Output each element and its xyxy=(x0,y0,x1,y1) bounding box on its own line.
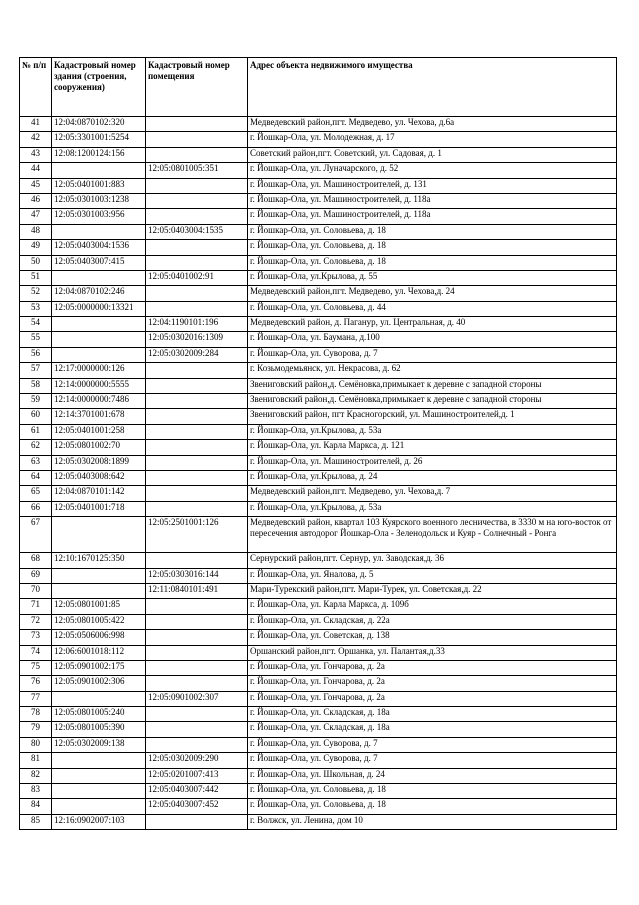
premises-cadastral-cell xyxy=(146,599,248,614)
building-cadastral-cell: 12:08:1200124:156 xyxy=(52,147,146,162)
building-cadastral-cell xyxy=(52,691,146,706)
building-cadastral-cell: 12:05:0801005:240 xyxy=(52,707,146,722)
building-cadastral-cell xyxy=(52,583,146,598)
premises-cadastral-cell: 12:05:0403007:452 xyxy=(146,799,248,814)
premises-cadastral-cell: 12:04:1190101:196 xyxy=(146,317,248,332)
row-number-cell: 42 xyxy=(20,132,52,147)
table-row xyxy=(20,193,617,208)
address-cell: г. Козьмодемьянск, ул. Некрасова, д. 62 xyxy=(248,363,617,378)
premises-cadastral-cell xyxy=(146,737,248,752)
premises-cadastral-cell xyxy=(146,660,248,675)
premises-cadastral-cell xyxy=(146,301,248,316)
building-cadastral-cell: 12:05:0401001:258 xyxy=(52,424,146,439)
row-number-cell: 78 xyxy=(20,707,52,722)
building-cadastral-cell: 12:05:0302008:1899 xyxy=(52,455,146,470)
row-number-cell: 60 xyxy=(20,409,52,424)
table-body xyxy=(20,117,617,830)
table-row xyxy=(20,455,617,470)
building-cadastral-cell: 12:16:0902007:103 xyxy=(52,814,146,829)
premises-cadastral-cell xyxy=(146,455,248,470)
row-number-cell: 63 xyxy=(20,455,52,470)
header-premises-cadastral: Кадастровый номер помещения xyxy=(146,58,248,117)
premises-cadastral-cell xyxy=(146,676,248,691)
table-row xyxy=(20,270,617,285)
address-cell: Звениговский район,д. Семёновка,примыкает к деревне с западной стороны xyxy=(248,378,617,393)
table-row xyxy=(20,286,617,301)
address-cell: г. Йошкар-Ола, ул. Яналова, д. 5 xyxy=(248,568,617,583)
table-row xyxy=(20,394,617,409)
address-cell: г. Йошкар-Ола, ул. Гончарова, д. 2а xyxy=(248,676,617,691)
building-cadastral-cell: 12:05:0302009:138 xyxy=(52,737,146,752)
row-number-cell: 56 xyxy=(20,347,52,362)
row-number-cell: 64 xyxy=(20,470,52,485)
table-row xyxy=(20,599,617,614)
address-cell: г. Йошкар-Ола, ул.Крылова, д. 53а xyxy=(248,501,617,516)
premises-cadastral-cell xyxy=(146,614,248,629)
address-cell: г. Йошкар-Ола, ул. Советская, д. 138 xyxy=(248,630,617,645)
premises-cadastral-cell xyxy=(146,553,248,568)
address-cell: г. Йошкар-Ола, ул. Молодежная, д. 17 xyxy=(248,132,617,147)
row-number-cell: 70 xyxy=(20,583,52,598)
table-row xyxy=(20,814,617,829)
row-number-cell: 46 xyxy=(20,193,52,208)
table-row xyxy=(20,784,617,799)
address-cell: г. Йошкар-Ола, ул. Суворова, д. 7 xyxy=(248,347,617,362)
premises-cadastral-cell xyxy=(146,645,248,660)
row-number-cell: 76 xyxy=(20,676,52,691)
table-row xyxy=(20,768,617,783)
address-cell: Медведевский район,пгт. Медведево, ул. Чехова,д. 7 xyxy=(248,486,617,501)
premises-cadastral-cell xyxy=(146,501,248,516)
table-row xyxy=(20,424,617,439)
building-cadastral-cell: 12:14:0000000:7486 xyxy=(52,394,146,409)
row-number-cell: 59 xyxy=(20,394,52,409)
building-cadastral-cell xyxy=(52,270,146,285)
row-number-cell: 68 xyxy=(20,553,52,568)
building-cadastral-cell: 12:05:0401001:718 xyxy=(52,501,146,516)
table-row xyxy=(20,737,617,752)
address-cell: г. Йошкар-Ола, ул. Складская, д. 18а xyxy=(248,722,617,737)
building-cadastral-cell xyxy=(52,768,146,783)
premises-cadastral-cell xyxy=(146,630,248,645)
header-address: Адрес объекта недвижимого имущества xyxy=(248,58,617,117)
table-row xyxy=(20,691,617,706)
premises-cadastral-cell xyxy=(146,209,248,224)
table-row xyxy=(20,347,617,362)
row-number-cell: 85 xyxy=(20,814,52,829)
row-number-cell: 45 xyxy=(20,178,52,193)
row-number-cell: 52 xyxy=(20,286,52,301)
row-number-cell: 84 xyxy=(20,799,52,814)
address-cell: Звениговский район, пгт Красногорский, ул. Машиностроителей,д. 1 xyxy=(248,409,617,424)
table-row xyxy=(20,517,617,553)
address-cell: Медведевский район,пгт. Медведево, ул. Чехова, д.6а xyxy=(248,117,617,132)
building-cadastral-cell: 12:05:0801005:422 xyxy=(52,614,146,629)
building-cadastral-cell xyxy=(52,753,146,768)
table-row xyxy=(20,614,617,629)
table-header-row xyxy=(20,58,617,117)
row-number-cell: 71 xyxy=(20,599,52,614)
address-cell: г. Йошкар-Ола, ул. Гончарова, д. 2а xyxy=(248,660,617,675)
address-cell: Медведевский район,пгт. Медведево, ул. Чехова,д. 24 xyxy=(248,286,617,301)
address-cell: Звениговский район,д. Семёновка,примыкает к деревне с западной стороны xyxy=(248,394,617,409)
building-cadastral-cell xyxy=(52,784,146,799)
row-number-cell: 72 xyxy=(20,614,52,629)
building-cadastral-cell: 12:05:0301003:1238 xyxy=(52,193,146,208)
row-number-cell: 74 xyxy=(20,645,52,660)
row-number-cell: 65 xyxy=(20,486,52,501)
address-cell: г. Йошкар-Ола, ул. Суворова, д. 7 xyxy=(248,737,617,752)
building-cadastral-cell: 12:17:0000000:126 xyxy=(52,363,146,378)
row-number-cell: 49 xyxy=(20,240,52,255)
table-row xyxy=(20,583,617,598)
row-number-cell: 44 xyxy=(20,163,52,178)
row-number-cell: 67 xyxy=(20,517,52,553)
address-cell: г. Волжск, ул. Ленина, дом 10 xyxy=(248,814,617,829)
address-cell: г. Йошкар-Ола, ул. Соловьева, д. 18 xyxy=(248,255,617,270)
table-row xyxy=(20,645,617,660)
premises-cadastral-cell xyxy=(146,286,248,301)
building-cadastral-cell: 12:05:3301001:5254 xyxy=(52,132,146,147)
building-cadastral-cell: 12:05:0403007:415 xyxy=(52,255,146,270)
premises-cadastral-cell: 12:05:0302009:290 xyxy=(146,753,248,768)
address-cell: г. Йошкар-Ола, ул.Крылова, д. 24 xyxy=(248,470,617,485)
table-row xyxy=(20,132,617,147)
table-row xyxy=(20,147,617,162)
address-cell: г. Йошкар-Ола, ул. Складская, д. 18а xyxy=(248,707,617,722)
address-cell: Советский район,пгт. Советский, ул. Садовая, д. 1 xyxy=(248,147,617,162)
header-building-cadastral: Кадастровый номер здания (строения, сооружения) xyxy=(52,58,146,117)
premises-cadastral-cell: 12:05:0302009:284 xyxy=(146,347,248,362)
table-row xyxy=(20,117,617,132)
building-cadastral-cell: 12:05:0901002:175 xyxy=(52,660,146,675)
address-cell: г. Йошкар-Ола, ул. Карла Маркса, д. 109б xyxy=(248,599,617,614)
address-cell: Оршанский район,пгт. Оршанка, ул. Палантая,д.33 xyxy=(248,645,617,660)
building-cadastral-cell: 12:05:0901002:306 xyxy=(52,676,146,691)
address-cell: г. Йошкар-Ола, ул. Соловьева, д. 18 xyxy=(248,784,617,799)
address-cell: г. Йошкар-Ола, ул.Крылова, д. 55 xyxy=(248,270,617,285)
premises-cadastral-cell: 12:05:0201007:413 xyxy=(146,768,248,783)
premises-cadastral-cell: 12:05:0403007:442 xyxy=(146,784,248,799)
table-row xyxy=(20,255,617,270)
row-number-cell: 61 xyxy=(20,424,52,439)
premises-cadastral-cell: 12:05:0302016:1309 xyxy=(146,332,248,347)
table-row xyxy=(20,209,617,224)
address-cell: г. Йошкар-Ола, ул. Школьная, д. 24 xyxy=(248,768,617,783)
row-number-cell: 81 xyxy=(20,753,52,768)
premises-cadastral-cell: 12:05:0303016:144 xyxy=(146,568,248,583)
building-cadastral-cell: 12:05:0506006:998 xyxy=(52,630,146,645)
address-cell: г. Йошкар-Ола, ул. Машиностроителей, д. 131 xyxy=(248,178,617,193)
row-number-cell: 53 xyxy=(20,301,52,316)
table-row xyxy=(20,676,617,691)
table-row xyxy=(20,486,617,501)
premises-cadastral-cell xyxy=(146,363,248,378)
table-row xyxy=(20,553,617,568)
table-row xyxy=(20,753,617,768)
address-cell: г. Йошкар-Ола, ул. Карла Маркса, д. 121 xyxy=(248,440,617,455)
row-number-cell: 55 xyxy=(20,332,52,347)
address-cell: г. Йошкар-Ола, ул. Машиностроителей, д. 26 xyxy=(248,455,617,470)
premises-cadastral-cell: 12:05:0403004:1535 xyxy=(146,224,248,239)
premises-cadastral-cell xyxy=(146,394,248,409)
address-cell: г. Йошкар-Ола, ул. Соловьева, д. 18 xyxy=(248,240,617,255)
table-row xyxy=(20,317,617,332)
premises-cadastral-cell xyxy=(146,178,248,193)
property-register-table xyxy=(19,57,617,830)
premises-cadastral-cell xyxy=(146,707,248,722)
building-cadastral-cell: 12:05:0000000:13321 xyxy=(52,301,146,316)
premises-cadastral-cell: 12:05:0901002:307 xyxy=(146,691,248,706)
address-cell: г. Йошкар-Ола, ул. Машиностроителей, д. 118а xyxy=(248,193,617,208)
building-cadastral-cell: 12:10:1670125:350 xyxy=(52,553,146,568)
row-number-cell: 82 xyxy=(20,768,52,783)
premises-cadastral-cell xyxy=(146,470,248,485)
row-number-cell: 66 xyxy=(20,501,52,516)
premises-cadastral-cell xyxy=(146,132,248,147)
premises-cadastral-cell: 12:11:0840101:491 xyxy=(146,583,248,598)
address-cell: г. Йошкар-Ола, ул. Машиностроителей, д. 118а xyxy=(248,209,617,224)
table-row xyxy=(20,163,617,178)
address-cell: г. Йошкар-Ола, ул. Суворова, д. 7 xyxy=(248,753,617,768)
row-number-cell: 73 xyxy=(20,630,52,645)
table-row xyxy=(20,301,617,316)
table-row xyxy=(20,568,617,583)
premises-cadastral-cell xyxy=(146,255,248,270)
table-row xyxy=(20,440,617,455)
building-cadastral-cell xyxy=(52,163,146,178)
row-number-cell: 48 xyxy=(20,224,52,239)
premises-cadastral-cell: 12:05:0801005:351 xyxy=(146,163,248,178)
building-cadastral-cell: 12:05:0801002:70 xyxy=(52,440,146,455)
address-cell: Медведевский район, д. Пагануp, ул. Центральная, д. 40 xyxy=(248,317,617,332)
premises-cadastral-cell xyxy=(146,240,248,255)
row-number-cell: 51 xyxy=(20,270,52,285)
building-cadastral-cell xyxy=(52,224,146,239)
row-number-cell: 77 xyxy=(20,691,52,706)
row-number-cell: 50 xyxy=(20,255,52,270)
table-row xyxy=(20,470,617,485)
premises-cadastral-cell xyxy=(146,424,248,439)
premises-cadastral-cell xyxy=(146,147,248,162)
table-row xyxy=(20,660,617,675)
building-cadastral-cell: 12:05:0401001:883 xyxy=(52,178,146,193)
table-row xyxy=(20,240,617,255)
building-cadastral-cell: 12:05:0801005:390 xyxy=(52,722,146,737)
table-row xyxy=(20,707,617,722)
building-cadastral-cell xyxy=(52,317,146,332)
table-row xyxy=(20,363,617,378)
building-cadastral-cell xyxy=(52,332,146,347)
building-cadastral-cell: 12:06:6001018:112 xyxy=(52,645,146,660)
address-cell: г. Йошкар-Ола, ул. Соловьева, д. 18 xyxy=(248,224,617,239)
premises-cadastral-cell: 12:05:2501001:126 xyxy=(146,517,248,553)
row-number-cell: 83 xyxy=(20,784,52,799)
building-cadastral-cell: 12:04:0870101:142 xyxy=(52,486,146,501)
table-row xyxy=(20,409,617,424)
row-number-cell: 62 xyxy=(20,440,52,455)
building-cadastral-cell: 12:05:0403004:1536 xyxy=(52,240,146,255)
row-number-cell: 47 xyxy=(20,209,52,224)
premises-cadastral-cell xyxy=(146,440,248,455)
row-number-cell: 80 xyxy=(20,737,52,752)
building-cadastral-cell: 12:14:0000000:5555 xyxy=(52,378,146,393)
premises-cadastral-cell xyxy=(146,486,248,501)
row-number-cell: 57 xyxy=(20,363,52,378)
address-cell: г. Йошкар-Ола, ул. Соловьева, д. 18 xyxy=(248,799,617,814)
address-cell: г. Йошкар-Ола, ул. Баумана, д.100 xyxy=(248,332,617,347)
building-cadastral-cell: 12:14:3701001:678 xyxy=(52,409,146,424)
building-cadastral-cell xyxy=(52,517,146,553)
building-cadastral-cell: 12:05:0801001:85 xyxy=(52,599,146,614)
row-number-cell: 69 xyxy=(20,568,52,583)
building-cadastral-cell: 12:05:0403008:642 xyxy=(52,470,146,485)
address-cell: г. Йошкар-Ола, ул. Луначарского, д. 52 xyxy=(248,163,617,178)
premises-cadastral-cell xyxy=(146,409,248,424)
table-row xyxy=(20,178,617,193)
building-cadastral-cell xyxy=(52,568,146,583)
row-number-cell: 79 xyxy=(20,722,52,737)
building-cadastral-cell: 12:05:0301003:956 xyxy=(52,209,146,224)
row-number-cell: 54 xyxy=(20,317,52,332)
premises-cadastral-cell: 12:05:0401002:91 xyxy=(146,270,248,285)
premises-cadastral-cell xyxy=(146,193,248,208)
row-number-cell: 75 xyxy=(20,660,52,675)
address-cell: Сернурский район,пгт. Сернур, ул. Заводская,д. 36 xyxy=(248,553,617,568)
premises-cadastral-cell xyxy=(146,814,248,829)
building-cadastral-cell xyxy=(52,347,146,362)
row-number-cell: 58 xyxy=(20,378,52,393)
table-row xyxy=(20,799,617,814)
header-number: № п/п xyxy=(20,58,52,117)
table-row xyxy=(20,332,617,347)
table-row xyxy=(20,722,617,737)
building-cadastral-cell xyxy=(52,799,146,814)
premises-cadastral-cell xyxy=(146,378,248,393)
premises-cadastral-cell xyxy=(146,117,248,132)
address-cell: Мари-Турекский район,пгт. Мари-Турек, ул. Советская,д. 22 xyxy=(248,583,617,598)
table-row xyxy=(20,630,617,645)
table-row xyxy=(20,501,617,516)
address-cell: г. Йошкар-Ола, ул.Крылова, д. 53а xyxy=(248,424,617,439)
row-number-cell: 41 xyxy=(20,117,52,132)
row-number-cell: 43 xyxy=(20,147,52,162)
table-row xyxy=(20,224,617,239)
building-cadastral-cell: 12:04:0870102:246 xyxy=(52,286,146,301)
address-cell: г. Йошкар-Ола, ул. Соловьева, д. 44 xyxy=(248,301,617,316)
table-row xyxy=(20,378,617,393)
building-cadastral-cell: 12:04:0870102:320 xyxy=(52,117,146,132)
address-cell: Медведевский район, квартал 103 Куярского военного лесничества, в 3330 м на юго-восток от пересечения автодорог Йошкар-Ола - Зеленодольск и Куяр - Солнечный - Ронга xyxy=(248,517,617,553)
premises-cadastral-cell xyxy=(146,722,248,737)
address-cell: г. Йошкар-Ола, ул. Гончарова, д. 2а xyxy=(248,691,617,706)
address-cell: г. Йошкар-Ола, ул. Складская, д. 22а xyxy=(248,614,617,629)
